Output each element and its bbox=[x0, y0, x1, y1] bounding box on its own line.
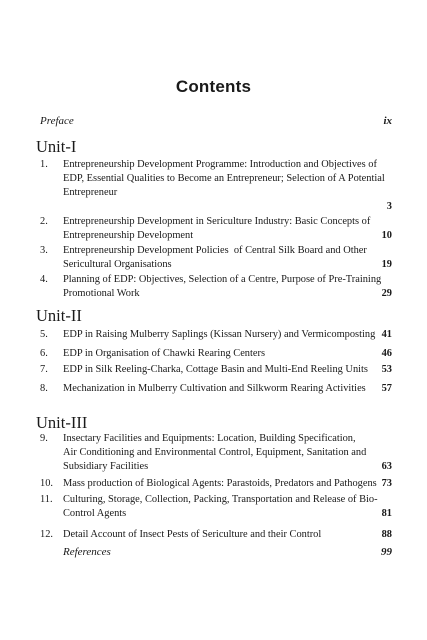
toc-entry-2[interactable] bbox=[40, 215, 392, 243]
references-label: References bbox=[63, 546, 111, 558]
toc-entry-9[interactable] bbox=[40, 432, 392, 474]
entry-line: EDP in Raising Mulberry Saplings (Kissan Nursery) and Vermicomposting bbox=[63, 329, 376, 340]
toc-entry-10[interactable] bbox=[40, 477, 392, 491]
references-page: 99 bbox=[381, 546, 392, 558]
entry-line: Insectary Facilities and Equipments: Location, Building Specification, bbox=[63, 433, 356, 444]
entry-line: Entrepreneurship Development in Sericulture Industry: Basic Concepts of bbox=[63, 216, 371, 227]
references-row[interactable] bbox=[63, 545, 392, 559]
entry-page: 3 bbox=[386, 201, 392, 212]
entry-number: 2. bbox=[40, 216, 48, 227]
toc-entry-12[interactable] bbox=[40, 528, 392, 542]
entry-line: Detail Account of Insect Pests of Sericulture and their Control bbox=[63, 529, 322, 540]
entry-line: Entrepreneurship Development bbox=[63, 230, 194, 241]
entry-line: Subsidiary Facilities bbox=[63, 461, 149, 472]
entry-number: 7. bbox=[40, 364, 48, 375]
entry-line: Promotional Work bbox=[63, 288, 140, 299]
toc-entry-7[interactable] bbox=[40, 363, 392, 377]
page-title: Contents bbox=[175, 77, 252, 96]
entry-number: 9. bbox=[40, 433, 48, 444]
entry-number: 1. bbox=[40, 159, 48, 170]
entry-page: 63 bbox=[381, 461, 392, 472]
entry-line: Control Agents bbox=[63, 508, 127, 519]
entry-line: EDP in Silk Reeling-Charka, Cottage Basin and Multi-End Reeling Units bbox=[63, 364, 368, 375]
entry-number: 11. bbox=[40, 494, 53, 505]
entry-line: Mechanization in Mulberry Cultivation and Silkworm Rearing Activities bbox=[63, 383, 366, 394]
toc-entry-6[interactable] bbox=[40, 347, 392, 361]
entry-line: Entrepreneur bbox=[63, 187, 118, 198]
toc-entry-3[interactable] bbox=[40, 244, 392, 272]
entry-page: 81 bbox=[381, 508, 392, 519]
entry-line: EDP in Organisation of Chawki Rearing Centers bbox=[63, 348, 266, 359]
entry-number: 12. bbox=[40, 529, 53, 540]
unit-heading-3: Unit-III bbox=[36, 413, 88, 432]
entry-line: Sericultural Organisations bbox=[63, 259, 172, 270]
entry-page: 88 bbox=[381, 529, 392, 540]
entry-line: Planning of EDP: Objectives, Selection of a Centre, Purpose of Pre-Training bbox=[63, 274, 382, 285]
entry-number: 3. bbox=[40, 245, 48, 256]
toc-entry-8[interactable] bbox=[40, 382, 392, 396]
toc-entry-5[interactable] bbox=[40, 328, 392, 342]
entry-page: 10 bbox=[381, 230, 392, 241]
toc-entry-11[interactable] bbox=[40, 493, 392, 521]
entry-number: 8. bbox=[40, 383, 48, 394]
entry-page: 57 bbox=[381, 383, 392, 394]
entry-line: Air Conditioning and Environmental Control, Equipment, Sanitation and bbox=[63, 447, 367, 458]
entry-line: Culturing, Storage, Collection, Packing, Transportation and Release of Bio- bbox=[63, 494, 378, 505]
entry-page: 46 bbox=[381, 348, 392, 359]
entry-page: 41 bbox=[381, 329, 392, 340]
entry-line: Mass production of Biological Agents: Parastoids, Predators and Pathogens bbox=[63, 478, 377, 489]
preface-page: ix bbox=[383, 115, 392, 127]
entry-line: Entrepreneurship Development Policies of Central Silk Board and Other bbox=[63, 245, 367, 256]
entry-page: 53 bbox=[381, 364, 392, 375]
unit-heading-1: Unit-I bbox=[36, 137, 77, 156]
toc-entry-1[interactable] bbox=[40, 158, 392, 214]
preface-row[interactable] bbox=[40, 114, 392, 128]
entry-page: 73 bbox=[381, 478, 392, 489]
entry-number: 6. bbox=[40, 348, 48, 359]
entry-number: 4. bbox=[40, 274, 48, 285]
preface-label: Preface bbox=[40, 115, 74, 127]
entry-page: 19 bbox=[381, 259, 392, 270]
entry-number: 5. bbox=[40, 329, 48, 340]
entry-number: 10. bbox=[40, 478, 53, 489]
entry-page: 29 bbox=[381, 288, 392, 299]
unit-heading-2: Unit-II bbox=[36, 306, 82, 325]
toc-entry-4[interactable] bbox=[40, 273, 392, 301]
entry-line: Entrepreneurship Development Programme: Introduction and Objectives of bbox=[63, 159, 377, 170]
entry-line: EDP, Essential Qualities to Become an Entrepreneur; Selection of A Potential bbox=[63, 173, 385, 184]
